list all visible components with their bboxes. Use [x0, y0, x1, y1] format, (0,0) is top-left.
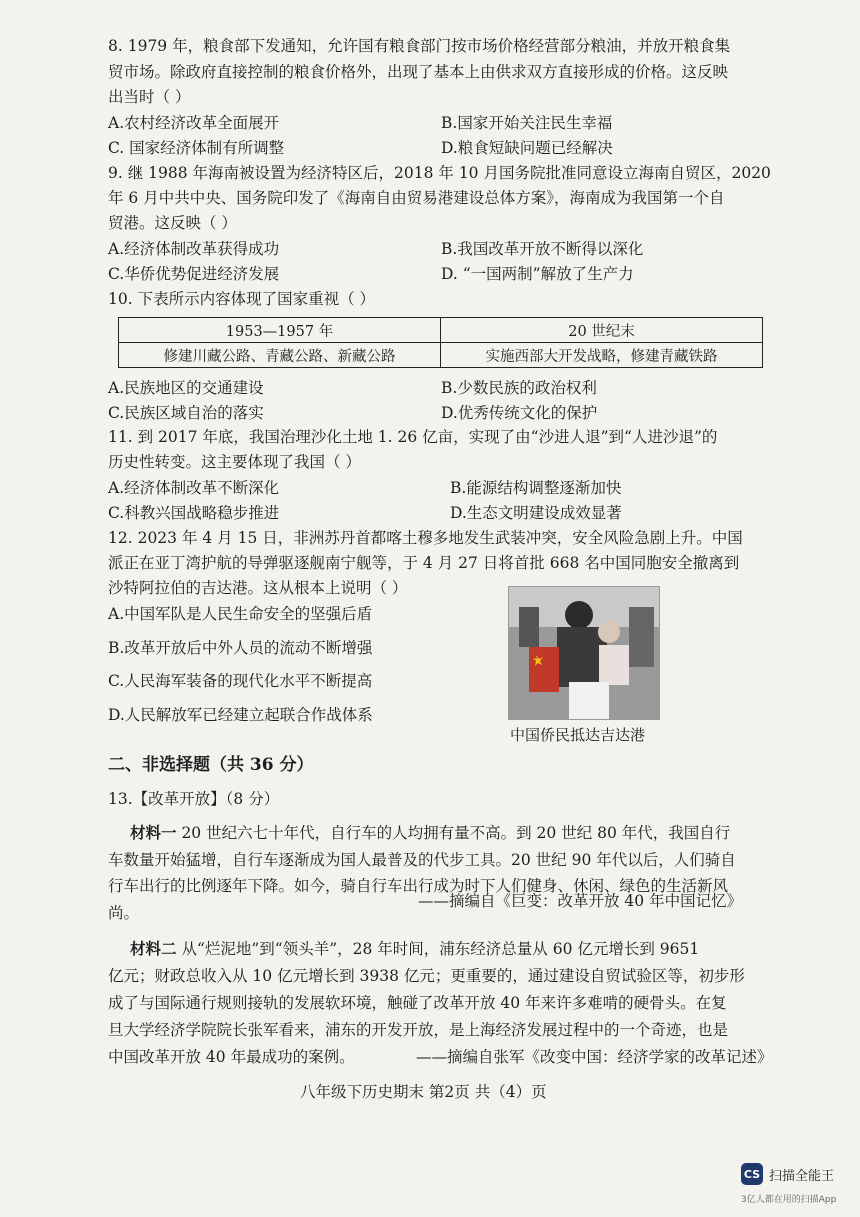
page-footer: 八年级下历史期末 第2页 共（4）页 [300, 1083, 547, 1101]
q13-material1-line1 [130, 822, 730, 844]
q12-line3: 沙特阿拉伯的吉达港。这从根本上说明（ ） [108, 579, 408, 597]
q8-option-c: C. 国家经济体制有所调整 [108, 139, 285, 157]
q13-material1-line3: 行车出行的比例逐年下降。如今，骑自行车出行成为时下人们健身、休闲、绿色的生活新风 [108, 877, 729, 895]
material1-text: 20 世纪六七十年代，自行车的人均拥有量不高。到 20 世纪 80 年代，我国自行 [176, 824, 731, 842]
q13-material2-line2: 亿元；财政总收入从 10 亿元增长到 3938 亿元；更重要的，通过建设自贸试验区等，初步形 [108, 967, 745, 985]
q9-line3: 贸港。这反映（ ） [108, 214, 237, 232]
q12-line1: 12. 2023 年 4 月 15 日，非洲苏丹首都喀土穆多地发生武装冲突，安全风险急剧上升。中国 [108, 529, 743, 547]
scanner-app-name: 扫描全能王 [769, 1168, 835, 1184]
q11-option-a: A.经济体制改革不断深化 [108, 479, 280, 497]
q11-line1: 11. 到 2017 年底，我国治理沙化土地 1. 26 亿亩，实现了由“沙进人退”到“人进沙退”的 [108, 428, 718, 446]
q10-option-c: C.民族区域自治的落实 [108, 404, 264, 422]
photo-caption: 中国侨民抵达吉达港 [510, 726, 646, 744]
q10-table-header-1: 1953—1957 年 [119, 318, 441, 343]
evacuees-photo [508, 586, 660, 720]
q11-option-c: C.科教兴国战略稳步推进 [108, 504, 280, 522]
q12-option-b: B.改革开放后中外人员的流动不断增强 [108, 639, 373, 657]
evacuees-photo-illustration [509, 587, 659, 719]
q13-material1-source: ——摘编自《巨变：改革开放 40 年中国记忆》 [418, 892, 743, 910]
q9-option-a: A.经济体制改革获得成功 [108, 240, 280, 258]
q10-option-d: D.优秀传统文化的保护 [441, 404, 598, 422]
q13-material1-line2: 车数量开始猛增，自行车逐渐成为国人最普及的代步工具。20 世纪 90 年代以后，人们骑自 [108, 851, 736, 869]
q10-table [118, 317, 763, 368]
q8-line1: 8. 1979 年，粮食部下发通知，允许国有粮食部门按市场价格经营部分粮油，并放开粮食集 [108, 37, 731, 55]
q9-option-b: B.我国改革开放不断得以深化 [441, 240, 644, 258]
q13-material2-line3: 成了与国际通行规则接轨的发展软环境，触碰了改革开放 40 年来许多难啃的硬骨头。在复 [108, 994, 727, 1012]
q13-material2-source: ——摘编自张军《改变中国：经济学家的改革记述》 [416, 1048, 773, 1066]
q9-option-c: C.华侨优势促进经济发展 [108, 265, 280, 283]
q13-material2-line4: 旦大学经济学院院长张军看来，浦东的开发开放，是上海经济发展过程中的一个奇迹，也是 [108, 1021, 729, 1039]
q8-line2: 贸市场。除政府直接控制的粮食价格外，出现了基本上由供求双方直接形成的价格。这反映 [108, 63, 729, 81]
material1-label: 材料一 [130, 823, 177, 842]
q13-title: 13.【改革开放】（8 分） [108, 790, 280, 808]
q11-option-d: D.生态文明建设成效显著 [450, 504, 622, 522]
q12-option-a: A.中国军队是人民生命安全的坚强后盾 [108, 605, 373, 623]
q12-option-c: C.人民海军装备的现代化水平不断提高 [108, 672, 373, 690]
q11-line2: 历史性转变。这主要体现了我国（ ） [108, 453, 361, 471]
q8-option-a: A.农村经济改革全面展开 [108, 114, 280, 132]
q9-line1: 9. 继 1988 年海南被设置为经济特区后，2018 年 10 月国务院批准同意设立海南自贸区，2020 [108, 164, 771, 182]
material2-text: 从“烂泥地”到“领头羊”，28 年时间，浦东经济总量从 60 亿元增长到 9651 [176, 940, 700, 958]
q12-option-d: D.人民解放军已经建立起联合作战体系 [108, 706, 373, 724]
q10-table-cell-2: 实施西部大开发战略，修建青藏铁路 [441, 343, 763, 368]
q13-material2-line1 [130, 938, 699, 960]
q10-option-a: A.民族地区的交通建设 [108, 379, 264, 397]
q9-line2: 年 6 月中共中央、国务院印发了《海南自由贸易港建设总体方案》，海南成为我国第一个自 [108, 189, 725, 207]
q10-line1: 10. 下表所示内容体现了国家重视（ ） [108, 290, 376, 308]
q13-material2-line5: 中国改革开放 40 年最成功的案例。 [108, 1048, 355, 1066]
q9-option-d: D. “一国两制”解放了生产力 [441, 265, 634, 283]
q12-line2: 派正在亚丁湾护航的导弹驱逐舰南宁舰等，于 4 月 27 日将首批 668 名中国同胞安全撤离到 [108, 554, 740, 572]
scanner-logo [741, 1163, 834, 1185]
q8-option-d: D.粮食短缺问题已经解决 [441, 139, 613, 157]
section-title: 二、非选择题（共 36 分） [108, 755, 314, 775]
q10-table-header-2: 20 世纪末 [441, 318, 763, 343]
q10-table-cell-1: 修建川藏公路、青藏公路、新藏公路 [119, 343, 441, 368]
scanner-badge-icon: CS [741, 1163, 763, 1185]
q8-line3: 出当时（ ） [108, 88, 191, 106]
q10-option-b: B.少数民族的政治权利 [441, 379, 597, 397]
q11-option-b: B.能源结构调整逐渐加快 [450, 479, 622, 497]
material2-label: 材料二 [130, 939, 177, 958]
q13-material1-line4: 尚。 [108, 904, 140, 922]
q8-option-b: B.国家开始关注民生幸福 [441, 114, 613, 132]
scanner-tagline: 3亿人都在用的扫描App [741, 1195, 837, 1205]
